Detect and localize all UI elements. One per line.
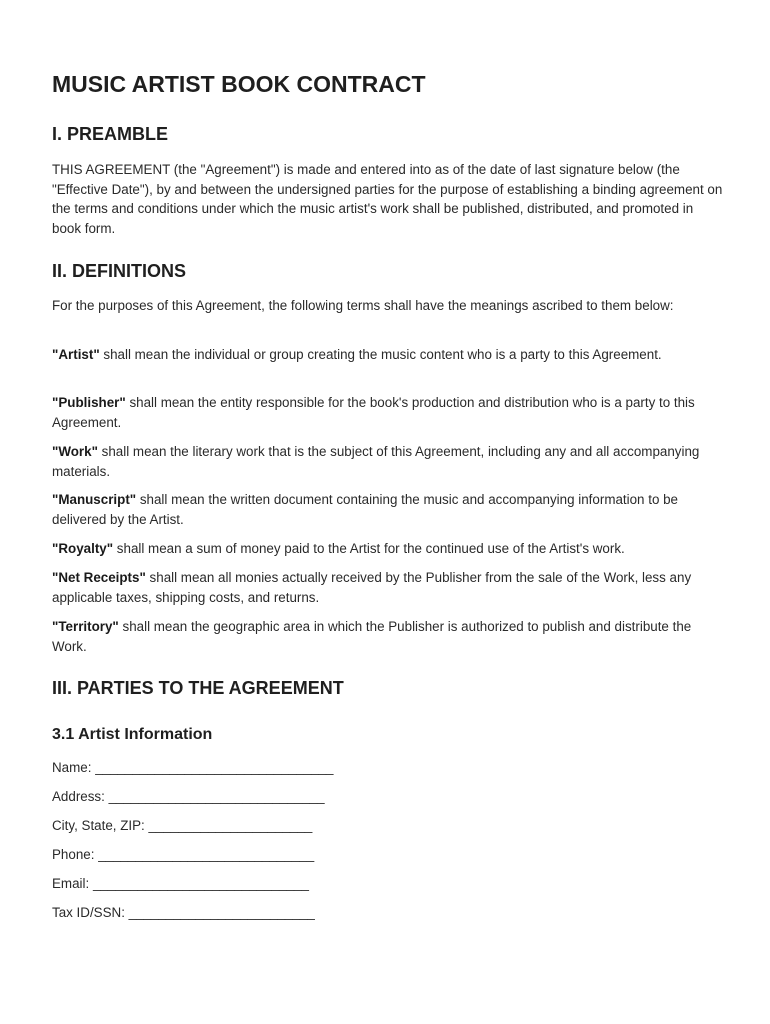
definition-item-publisher bbox=[52, 393, 724, 432]
preamble-text: THIS AGREEMENT (the "Agreement") is made and entered into as of the date of last signature below (the "Effective Date"), by and between the undersigned parties for the purpose of establishing a binding agreement on the terms and conditions under which the music artist's work shall be published, distributed, and promoted in book form. bbox=[52, 162, 723, 236]
artist-email-field[interactable] bbox=[52, 874, 309, 894]
definition-text: shall mean the geographic area in which the Publisher is authorized to publish and distribute the Work. bbox=[52, 619, 692, 654]
field-label: Address: bbox=[52, 789, 105, 804]
field-blank[interactable]: _____________________________ bbox=[98, 847, 315, 862]
field-label: Email: bbox=[52, 876, 90, 891]
definition-item-artist bbox=[52, 345, 724, 365]
field-label: Name: bbox=[52, 760, 92, 775]
definition-text: shall mean the entity responsible for the book's production and distribution who is a party to this Agreement. bbox=[52, 395, 695, 430]
definition-term: "Work" bbox=[52, 444, 98, 459]
definition-term: "Territory" bbox=[52, 619, 119, 634]
definition-text: shall mean the literary work that is the subject of this Agreement, including any and all accompanying materials. bbox=[52, 444, 700, 479]
definition-item-manuscript bbox=[52, 490, 724, 529]
field-blank[interactable]: ______________________ bbox=[148, 818, 313, 833]
definition-item-royalty bbox=[52, 539, 724, 559]
definition-term: "Royalty" bbox=[52, 541, 114, 556]
artist-name-field[interactable] bbox=[52, 758, 334, 778]
field-blank[interactable]: _____________________________ bbox=[108, 789, 325, 804]
definition-text: shall mean the written document containing the music and accompanying information to be delivered by the Artist. bbox=[52, 492, 679, 527]
document-title: MUSIC ARTIST BOOK CONTRACT bbox=[52, 71, 426, 97]
definition-text: shall mean a sum of money paid to the Artist for the continued use of the Artist's work. bbox=[113, 541, 625, 556]
field-label: Phone: bbox=[52, 847, 95, 862]
definition-item-net-receipts bbox=[52, 568, 724, 607]
definition-item-work bbox=[52, 442, 724, 481]
artist-address-field[interactable] bbox=[52, 787, 325, 807]
definition-text: shall mean all monies actually received by the Publisher from the sale of the Work, less any applicable taxes, shipping costs, and returns. bbox=[52, 570, 692, 605]
artist-phone-field[interactable] bbox=[52, 845, 314, 865]
preamble-heading: I. PREAMBLE bbox=[52, 124, 169, 144]
definition-text: shall mean the individual or group creating the music content who is a party to this Agreement. bbox=[99, 347, 662, 362]
field-label: Tax ID/SSN: bbox=[52, 905, 125, 920]
artist-info-heading: 3.1 Artist Information bbox=[52, 726, 213, 743]
field-label: City, State, ZIP: bbox=[52, 818, 145, 833]
field-blank[interactable]: _____________________________ bbox=[92, 876, 309, 891]
field-blank[interactable]: ________________________________ bbox=[95, 760, 334, 775]
definition-term: "Artist" bbox=[52, 347, 100, 362]
definition-item-territory bbox=[52, 617, 724, 656]
definitions-intro: For the purposes of this Agreement, the following terms shall have the meanings ascribed to them below: bbox=[52, 298, 674, 313]
artist-tax-id-field[interactable] bbox=[52, 903, 315, 923]
definition-term: "Publisher" bbox=[52, 395, 126, 410]
artist-city-state-zip-field[interactable] bbox=[52, 816, 312, 836]
definitions-heading: II. DEFINITIONS bbox=[52, 261, 187, 281]
definition-term: "Manuscript" bbox=[52, 492, 137, 507]
definition-term: "Net Receipts" bbox=[52, 570, 146, 585]
parties-heading: III. PARTIES TO THE AGREEMENT bbox=[52, 678, 344, 698]
field-blank[interactable]: _________________________ bbox=[128, 905, 315, 920]
